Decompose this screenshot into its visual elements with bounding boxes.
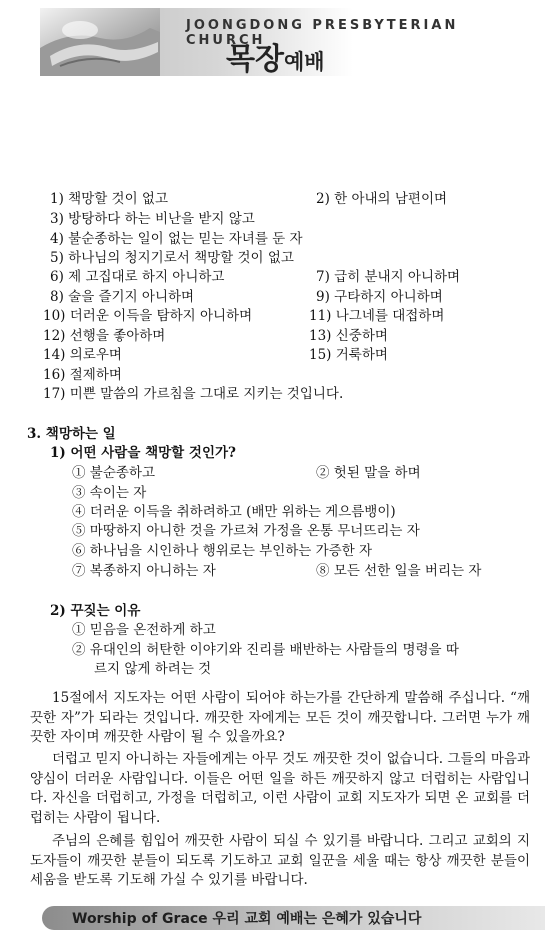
list-item: 8) 술을 즐기지 아니하며: [50, 289, 195, 305]
hands-holding-bible-image: [40, 8, 160, 76]
list-item: 5) 하나님의 청지기로서 책망할 것이 없고: [50, 250, 294, 266]
body-paragraph: 더럽고 믿지 아니하는 자들에게는 아무 것도 깨끗한 것이 없습니다. 그들의 마음과 양심이 더러운 사람입니다. 이들은 어떤 일을 하든 깨끗하지 않고 더럽히는 사람입니다. 자신을 더럽히고, 가정을 더럽히고, 이런 사람이 교회 지도자가 되면 온 교회를 더럽히는 사람이 됩니다.: [30, 751, 530, 826]
section-heading: 3. 책망하는 일: [27, 426, 116, 442]
list-item: ⑤ 마땅하지 아니한 것을 가르쳐 가정을 온통 무너뜨리는 자: [72, 523, 420, 539]
title-sub: 예배: [283, 50, 325, 74]
subsection-heading: 2) 꾸짖는 이유: [50, 603, 141, 619]
list-item: 6) 제 고집대로 하지 아니하고: [50, 269, 225, 285]
list-item: 9) 구타하지 아니하며: [316, 289, 443, 305]
footer-text: Worship of Grace 우리 교회 예배는 은혜가 있습니다: [72, 911, 422, 927]
list-item: ② 유대인의 허탄한 이야기와 진리를 배반하는 사람들의 명령을 따: [72, 642, 459, 658]
list-item: ⑧ 모든 선한 일을 버리는 자: [316, 563, 482, 579]
title-main: 목장: [226, 42, 284, 77]
list-item: ① 불순종하고: [72, 465, 155, 481]
list-item: 2) 한 아내의 남편이며: [316, 191, 448, 207]
list-item: 1) 책망할 것이 없고: [50, 191, 169, 207]
subsection-heading: 1) 어떤 사람을 책망할 것인가?: [50, 445, 236, 461]
page-footer: [42, 906, 545, 930]
list-item: ③ 속이는 자: [72, 485, 147, 501]
list-item: 13) 신중하며: [309, 328, 388, 344]
page-header: [0, 0, 545, 80]
list-item: ⑥ 하나님을 시인하나 행위로는 부인하는 가증한 자: [72, 543, 373, 559]
list-item: ⑦ 복종하지 아니하는 자: [72, 563, 216, 579]
list-item: 12) 선행을 좋아하며: [43, 328, 166, 344]
body-paragraph: 15절에서 지도자는 어떤 사람이 되어야 하는가를 간단하게 말씀해 주십니다. “깨끗한 자”가 되라는 것입니다. 깨끗한 자에게는 모든 것이 깨끗합니다. 그러면 누가 깨끗한 자이며 깨끗한 사람이 될 수 있을까요?: [30, 690, 530, 746]
list-item: 10) 더러운 이득을 탐하지 아니하며: [43, 308, 253, 324]
list-item: 4) 불순종하는 일이 없는 믿는 자녀를 둔 자: [50, 231, 303, 247]
list-item: 16) 절제하며: [43, 367, 122, 383]
page-title: [226, 34, 325, 78]
list-item: ① 믿음을 온전하게 하고: [72, 622, 216, 638]
list-item: 르지 않게 하려는 것: [94, 661, 212, 677]
list-item: ④ 더러운 이득을 취하려하고 (배만 위하는 게으름뱅이): [72, 504, 396, 520]
list-item: 7) 급히 분내지 아니하며: [316, 269, 461, 285]
church-name: JOONGDONG PRESBYTERIAN CHURCH: [186, 18, 459, 48]
list-item: 11) 나그네를 대접하며: [309, 308, 445, 324]
list-item: 15) 거룩하며: [309, 347, 388, 363]
list-item: 17) 미쁜 말씀의 가르침을 그대로 지키는 것입니다.: [43, 386, 344, 402]
list-item: 14) 의로우며: [43, 347, 122, 363]
list-item: ② 헛된 말을 하며: [316, 465, 421, 481]
body-paragraph: 주님의 은혜를 힘입어 깨끗한 사람이 되실 수 있기를 바랍니다. 그리고 교회의 지도자들이 깨끗한 분들이 되도록 기도하고 교회 일꾼을 세울 때는 항상 깨끗한 분들이 세움을 받도록 기도해 가실 수 있기를 바랍니다.: [30, 833, 530, 889]
list-item: 3) 방탕하다 하는 비난을 받지 않고: [50, 211, 255, 227]
